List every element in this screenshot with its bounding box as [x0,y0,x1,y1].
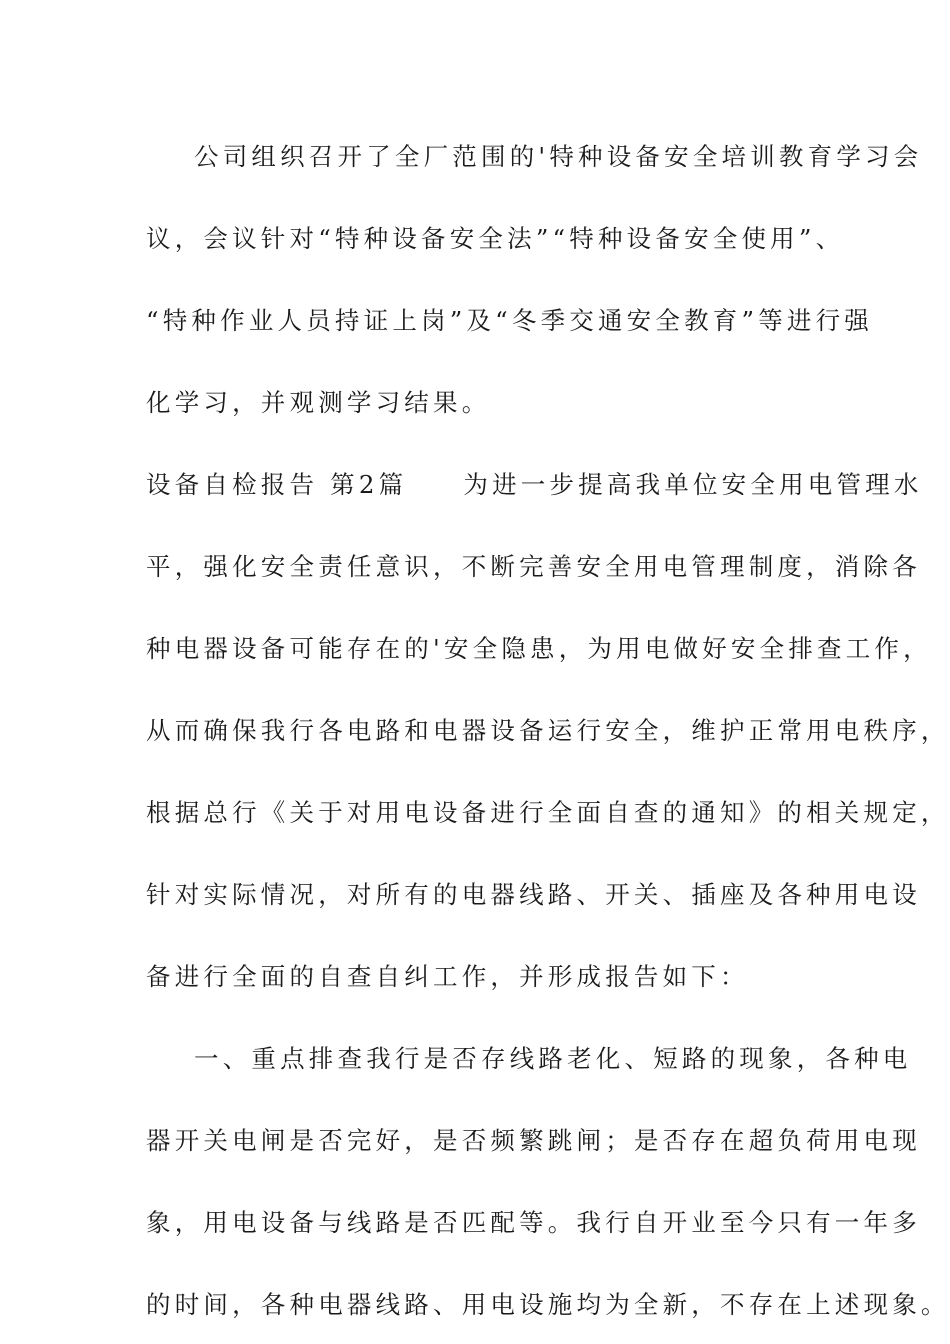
paragraph-2-line-5: 根据总行《关于对用电设备进行全面自查的通知》的相关规定， [146,798,950,827]
paragraph-2-line-7: 备进行全面的自查自纠工作，并形成报告如下： [146,962,749,991]
paragraph-2-line-4: 从而确保我行各电路和电器设备运行安全，维护正常用电秩序， [146,716,950,745]
paragraph-1-line-2: 议，会议针对“特种设备安全法”“特种设备安全使用”、 [146,224,845,253]
section-heading-line [146,470,923,500]
paragraph-3-line-1: 一、重点排查我行是否存线路老化、短路的现象，各种电 [194,1044,912,1073]
paragraph-2-line-3: 种电器设备可能存在的'安全隐患，为用电做好安全排查工作， [146,634,932,663]
paragraph-1-line-3: “特种作业人员持证上岗”及“冬季交通安全教育”等进行强 [146,306,873,335]
paragraph-3-line-4: 的时间，各种电器线路、用电设施均为全新，不存在上述现象。 [146,1290,950,1319]
paragraph-2-line-6: 针对实际情况，对所有的电器线路、开关、插座及各种用电设 [146,880,921,909]
paragraph-3-line-2: 器开关电闸是否完好，是否频繁跳闸；是否存在超负荷用电现 [146,1126,921,1155]
section-heading: 设备自检报告 第2篇 [146,470,408,499]
paragraph-2-line-1: 为进一步提高我单位安全用电管理水 [463,470,923,499]
paragraph-2-line-2: 平，强化安全责任意识，不断完善安全用电管理制度，消除各 [146,552,921,581]
paragraph-1-line-1: 公司组织召开了全厂范围的'特种设备安全培训教育学习会 [194,142,923,171]
paragraph-1-line-4: 化学习，并观测学习结果。 [146,388,491,417]
paragraph-3-line-3: 象，用电设备与线路是否匹配等。我行自开业至今只有一年多 [146,1208,921,1237]
